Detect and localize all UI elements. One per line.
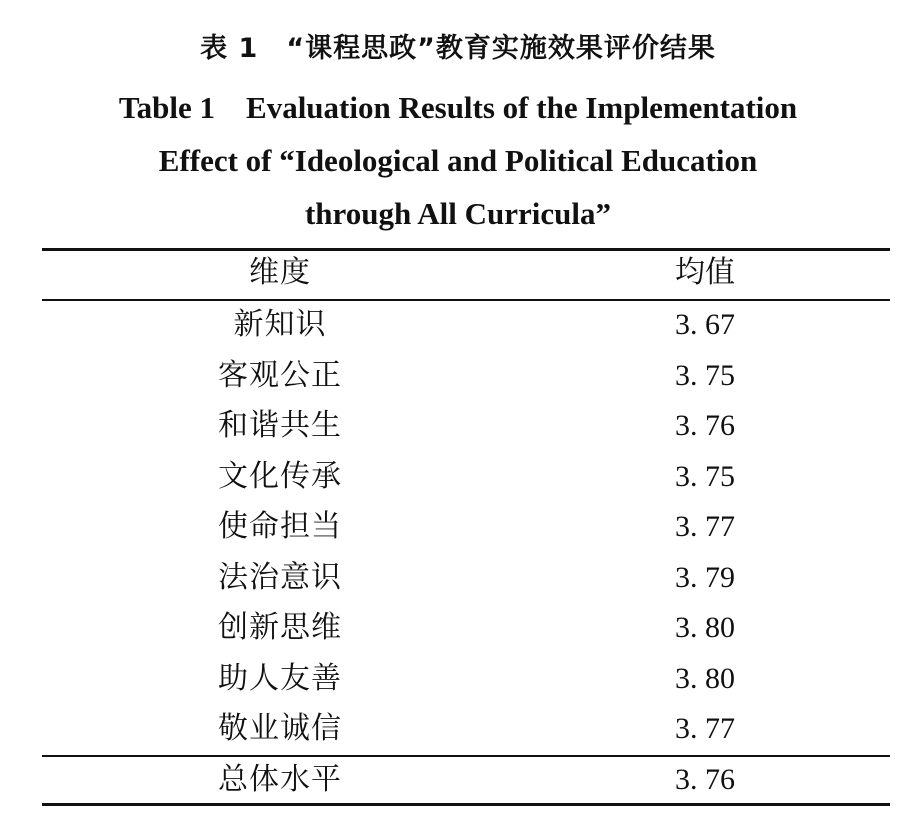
table-bottom-rule <box>42 803 890 806</box>
header-mean: 均值 <box>675 256 735 289</box>
mean-cell: 3. 80 <box>675 662 735 695</box>
mean-cell: 3. 76 <box>675 409 735 442</box>
dimension-cell: 助人友善 <box>218 661 342 696</box>
dimension-cell: 新知识 <box>233 307 327 342</box>
dimension-cell: 文化传承 <box>218 459 342 494</box>
mean-cell: 3. 79 <box>675 561 735 594</box>
table-caption-english-line-1: Table 1 Evaluation Results of the Implementation <box>118 90 798 125</box>
dimension-cell: 创新思维 <box>218 610 342 645</box>
mean-cell: 3. 80 <box>675 611 735 644</box>
dimension-cell: 敬业诚信 <box>218 711 342 746</box>
dimension-cell: 客观公正 <box>218 358 342 393</box>
table-caption-chinese: 表 1 “课程思政”教育实施效果评价结果 <box>200 33 716 64</box>
dimension-cell: 使命担当 <box>218 509 342 544</box>
total-dimension-cell: 总体水平 <box>218 762 342 797</box>
total-mean-cell: 3. 76 <box>675 763 735 796</box>
mean-cell: 3. 77 <box>675 510 735 543</box>
dimension-cell: 和谐共生 <box>218 408 342 443</box>
mean-cell: 3. 75 <box>675 359 735 392</box>
table-caption-english-line-3: through All Curricula” <box>304 196 612 231</box>
header-dimension: 维度 <box>249 255 311 290</box>
mean-cell: 3. 77 <box>675 712 735 745</box>
dimension-cell: 法治意识 <box>218 560 342 595</box>
table-caption-english-line-2: Effect of “Ideological and Political Education <box>158 143 758 178</box>
mean-cell: 3. 67 <box>675 308 735 341</box>
mean-cell: 3. 75 <box>675 460 735 493</box>
